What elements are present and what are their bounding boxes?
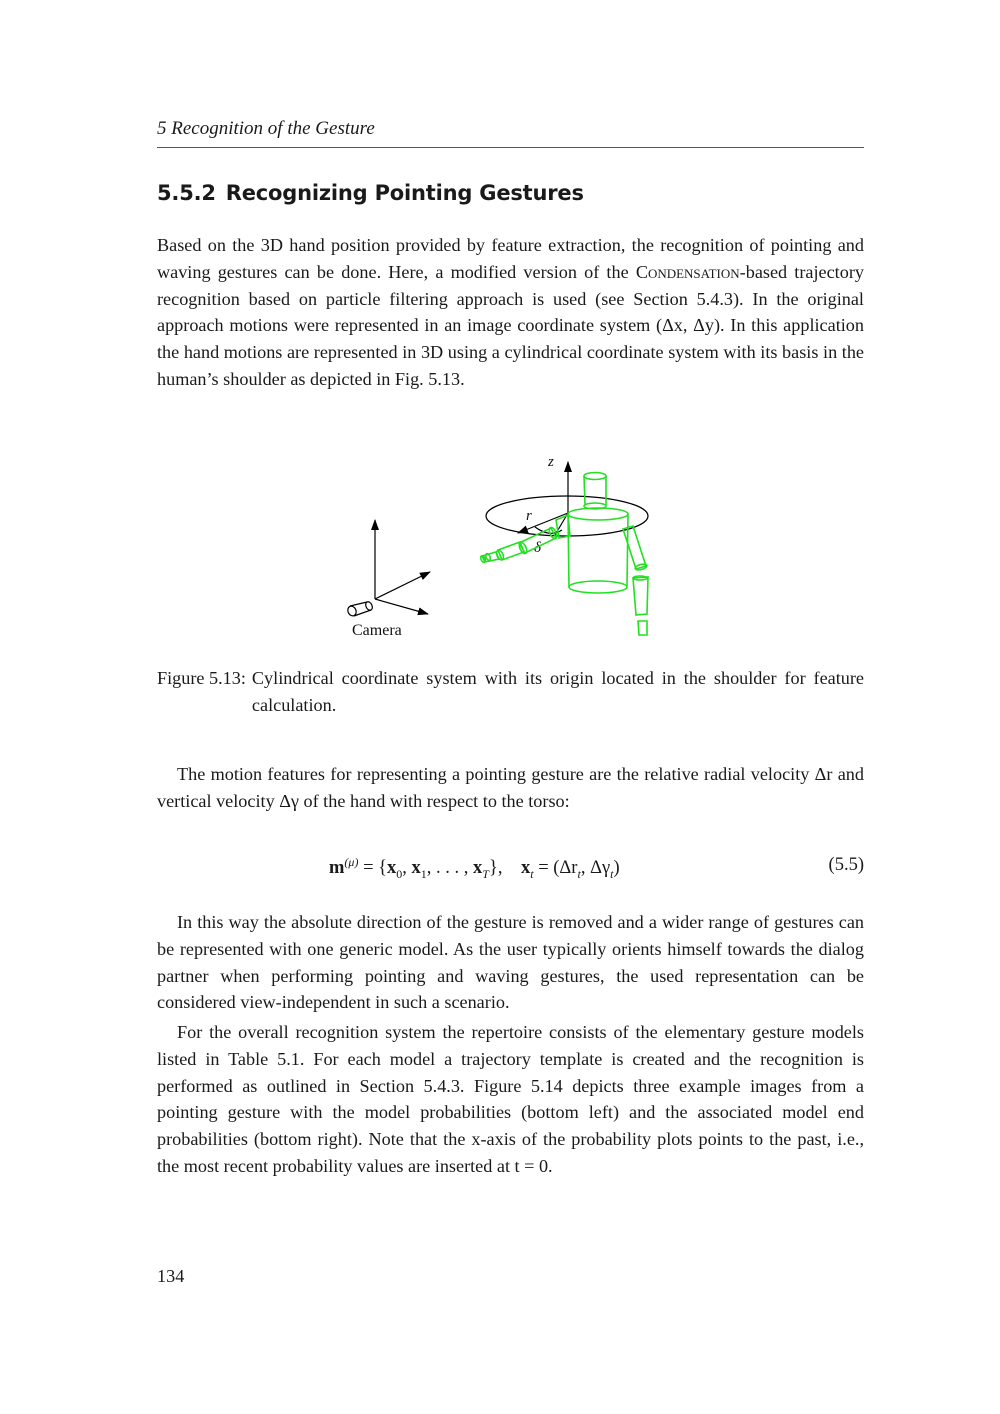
eq-rhs-close: ) <box>613 858 620 879</box>
section-number: 5.5.2 <box>157 181 216 205</box>
eq-xT-sub: T <box>482 866 489 881</box>
eq-rhs-sub1: t <box>577 866 581 881</box>
eq-mu: (μ) <box>344 855 359 869</box>
header-rule <box>157 147 864 148</box>
radius-label: r <box>526 508 532 524</box>
section-title <box>157 181 584 205</box>
eq-x0-sub: 0 <box>396 866 403 881</box>
figure-caption-label: Figure 5.13: <box>157 668 246 688</box>
eq-close: }, <box>488 858 503 879</box>
eq-rhs: = (Δr <box>533 858 578 879</box>
figure-caption-text: Cylindrical coordinate system with its origin located in the shoulder for feature calculation. <box>251 668 864 715</box>
figure-cylindrical-coordinates <box>330 450 670 650</box>
shoulder-axes <box>486 462 648 536</box>
eq-rhs-sub2: t <box>610 866 614 881</box>
eq-dots: , . . . , <box>426 858 474 879</box>
camera-axes <box>346 520 430 617</box>
eq-x1: x <box>411 858 421 879</box>
figure-caption <box>157 665 864 719</box>
eq-x1-sub: 1 <box>420 866 427 881</box>
eq-m: m <box>329 858 345 879</box>
z-axis-label: z <box>548 454 554 470</box>
angle-label: δ <box>534 540 541 556</box>
eq-rhs-mid: , Δγ <box>580 858 611 879</box>
section-title-text: Recognizing Pointing Gestures <box>225 181 584 205</box>
eq-xt-sub: t <box>530 866 534 881</box>
paragraph-repertoire: For the overall recognition system the repertoire consists of the elementary gesture models listed in Table 5.1. For each model a trajectory template is created and the recognition is performed as outlined in Section 5.4.3. Figure 5.14 depicts three example images from a pointing gesture with the model probabilities (bottom left) and the associated model end probabilities (bottom right). Note that the x-axis of the probability plots points to the past, i.e., the most recent probability values are inserted at t = 0. <box>157 1022 864 1176</box>
page-number: 134 <box>157 1266 185 1286</box>
camera-label: Camera <box>352 622 402 639</box>
eq-xt: x <box>520 858 531 879</box>
equation-body: $m^{(\mu)} = \{x_0$, $x_1$, . . . , $x_T$}, $x_t = (\Delta r_t$, $\Delta\gamma_t$) <box>329 855 620 881</box>
equation-number: (5.5) <box>828 855 864 875</box>
equation-5-5 <box>157 855 864 883</box>
paragraph-view-independence: In this way the absolute direction of the gesture is removed and a wider range of gestures can be represented with one generic model. As the user typically orients himself towards the dialog partner when performing pointing and waving gestures, the used representation can be considered view-independent in such a scenario. <box>157 912 864 1013</box>
paragraph-intro-text-a: Based on the 3D hand position provided by feature extraction, the recognition of pointing and waving gestures can be done. Here, a modified version of the <box>157 235 864 282</box>
paragraph-intro-text-b: -based trajectory recognition based on particle filtering approach is used (see Section 5.4.3). In the original approach motions were represented in an image coordinate system (Δx, Δy). In this application the hand motions are represented in 3D using a cylindrical coordinate system with its basis in the human’s shoulder as depicted in Fig. 5.13. <box>157 261 864 389</box>
eq-xT: x <box>473 858 483 879</box>
running-head: 5 Recognition of the Gesture <box>157 118 375 139</box>
eq-x0: x <box>387 858 397 879</box>
eq-open: = { <box>358 858 388 879</box>
condensation-term: Condensation <box>635 261 740 282</box>
paragraph-intro <box>157 232 864 393</box>
human-body-model <box>480 473 648 636</box>
paragraph-motion-features: The motion features for representing a pointing gesture are the relative radial velocity Δr and vertical velocity Δγ of the hand with respect to the torso: <box>157 764 864 811</box>
coordinate-system-diagram <box>330 450 670 650</box>
